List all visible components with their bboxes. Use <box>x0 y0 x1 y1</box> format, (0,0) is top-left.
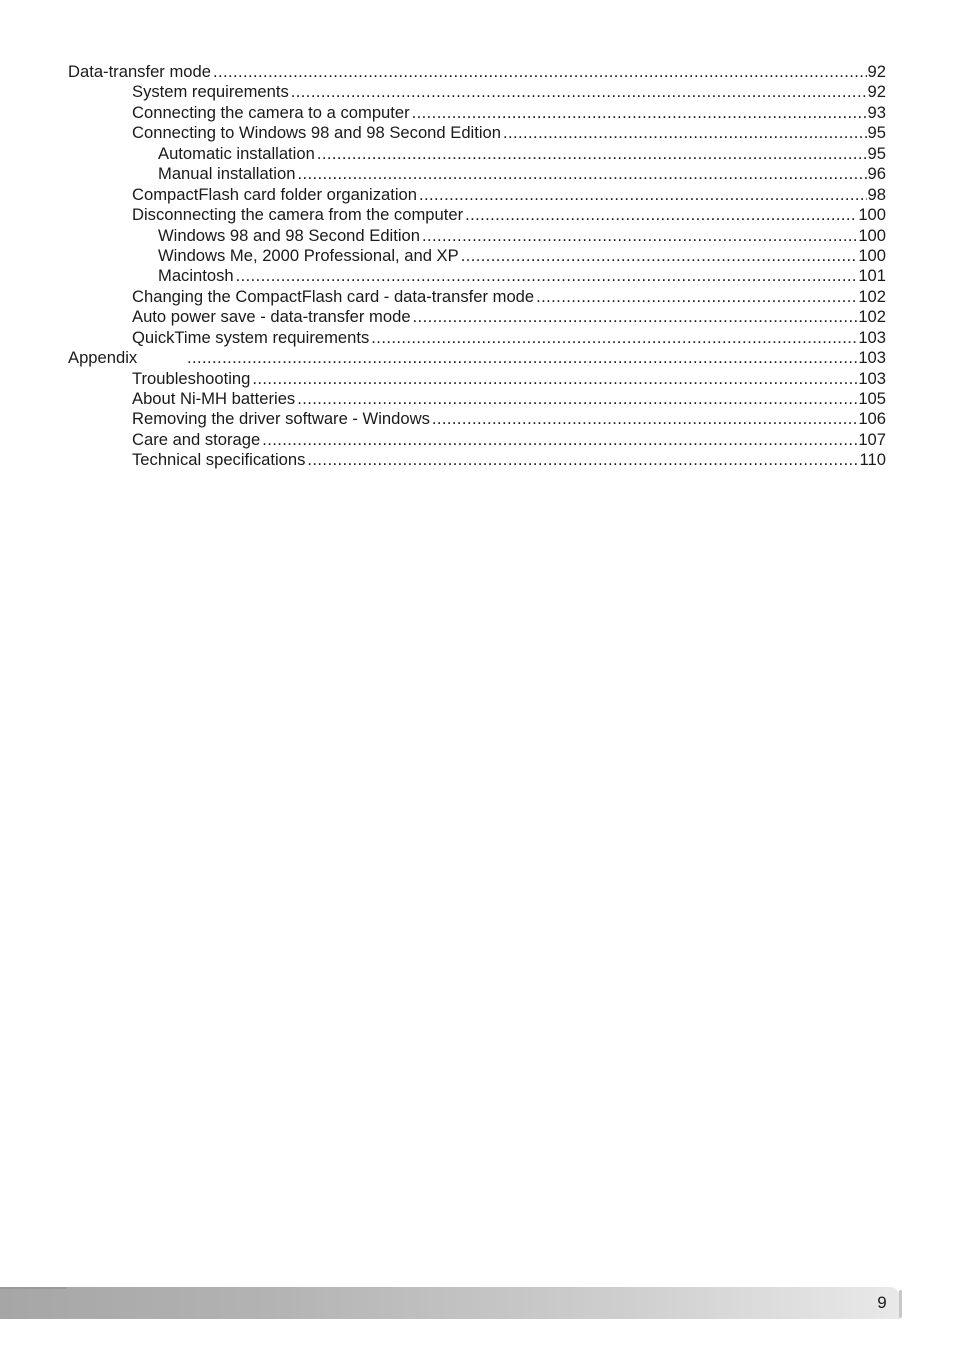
toc-entry-page: 92 <box>867 62 886 81</box>
dot-leader <box>432 409 857 429</box>
dot-leader <box>291 82 867 102</box>
toc-entry[interactable] <box>68 450 886 470</box>
toc-entry[interactable] <box>68 389 886 409</box>
toc-entry-title: Auto power save - data-transfer mode <box>132 307 411 327</box>
toc-entry[interactable] <box>68 123 886 143</box>
toc-entry-title: Macintosh <box>158 266 234 286</box>
dot-leader <box>465 205 857 225</box>
toc-entry[interactable] <box>68 287 886 307</box>
toc-entry-title: System requirements <box>132 82 289 102</box>
toc-entry-title: Removing the driver software - Windows <box>132 409 430 429</box>
toc-entry[interactable] <box>68 185 886 205</box>
toc-entry-title: Connecting the camera to a computer <box>132 102 410 122</box>
toc-entry-page: 100 <box>858 245 886 265</box>
toc-entry-page: 98 <box>867 184 886 204</box>
dot-leader <box>371 328 857 348</box>
toc-entry-page: 95 <box>867 123 886 143</box>
toc-entry-page: 106 <box>858 409 886 429</box>
dot-leader <box>419 185 867 205</box>
toc-entry[interactable] <box>68 246 886 266</box>
toc-entry-title: Windows Me, 2000 Professional, and XP <box>158 245 459 265</box>
toc-entry-title: Manual installation <box>158 164 296 184</box>
toc-entry-title: Appendix <box>68 348 138 368</box>
dot-leader <box>252 369 857 389</box>
toc-entry-title: About Ni-MH batteries <box>132 389 296 408</box>
toc-entry-page: 95 <box>867 143 886 163</box>
toc-entry-page: 102 <box>858 286 886 306</box>
toc-entry[interactable] <box>68 328 886 348</box>
page-number: 9 <box>877 1293 887 1312</box>
dot-leader <box>422 226 857 246</box>
toc-entry[interactable] <box>68 348 886 368</box>
toc-entry-page: 103 <box>858 368 886 388</box>
toc-entry-title: Care and storage <box>132 429 261 449</box>
toc-entry-page: 102 <box>858 307 886 327</box>
dot-leader <box>213 62 867 82</box>
toc-entry-page: 101 <box>858 266 886 286</box>
toc-entry-title: Troubleshooting <box>132 368 251 388</box>
toc-entry-page: 107 <box>858 429 886 449</box>
dot-leader <box>413 307 858 327</box>
toc-entry-page: 103 <box>858 327 886 347</box>
dot-leader <box>297 389 857 409</box>
toc-entry-page: 100 <box>858 225 886 245</box>
dot-leader <box>503 123 867 143</box>
toc-entry[interactable] <box>68 62 886 82</box>
dot-leader <box>461 246 858 266</box>
dot-leader <box>297 164 866 184</box>
toc-entry[interactable] <box>68 430 886 450</box>
toc-entry-page: 92 <box>867 82 886 102</box>
dot-leader <box>187 348 857 368</box>
dot-leader <box>412 103 867 123</box>
toc-entry[interactable] <box>68 226 886 246</box>
toc-entry-page: 103 <box>858 348 886 368</box>
toc-entry-title: QuickTime system requirements <box>132 327 370 347</box>
footer-bar-cap <box>899 1290 902 1318</box>
dot-leader <box>307 450 858 470</box>
toc-entry-title: Technical specifications <box>132 450 306 470</box>
toc-entry-page: 100 <box>858 205 886 225</box>
toc-entry[interactable] <box>68 307 886 327</box>
toc-entry-page: 96 <box>867 164 886 184</box>
toc-entry-title: Changing the CompactFlash card - data-transfer mode <box>132 286 535 306</box>
dot-leader <box>536 287 857 307</box>
toc-entry-page: 110 <box>859 450 886 470</box>
toc-entry-title: Disconnecting the camera from the computer <box>132 205 464 225</box>
footer-bar <box>0 1287 900 1319</box>
dot-leader <box>262 430 857 450</box>
toc-entry-title: CompactFlash card folder organization <box>132 184 418 204</box>
dot-leader <box>236 266 858 286</box>
toc-entry[interactable] <box>68 82 886 102</box>
toc-entry-page: 105 <box>858 389 886 408</box>
dot-leader <box>317 144 867 164</box>
table-of-contents <box>68 62 886 471</box>
toc-entry[interactable] <box>68 369 886 389</box>
toc-entry[interactable] <box>68 266 886 286</box>
toc-entry-title: Automatic installation <box>158 143 315 163</box>
toc-entry[interactable] <box>68 103 886 123</box>
toc-entry-title: Data-transfer mode <box>68 62 211 81</box>
toc-entry[interactable] <box>68 144 886 164</box>
toc-entry-page: 93 <box>867 102 886 122</box>
toc-entry-title: Windows 98 and 98 Second Edition <box>158 225 420 245</box>
toc-entry[interactable] <box>68 409 886 429</box>
toc-entry[interactable] <box>68 205 886 225</box>
toc-entry-title: Connecting to Windows 98 and 98 Second Edition <box>132 123 501 143</box>
toc-entry[interactable] <box>68 164 886 184</box>
